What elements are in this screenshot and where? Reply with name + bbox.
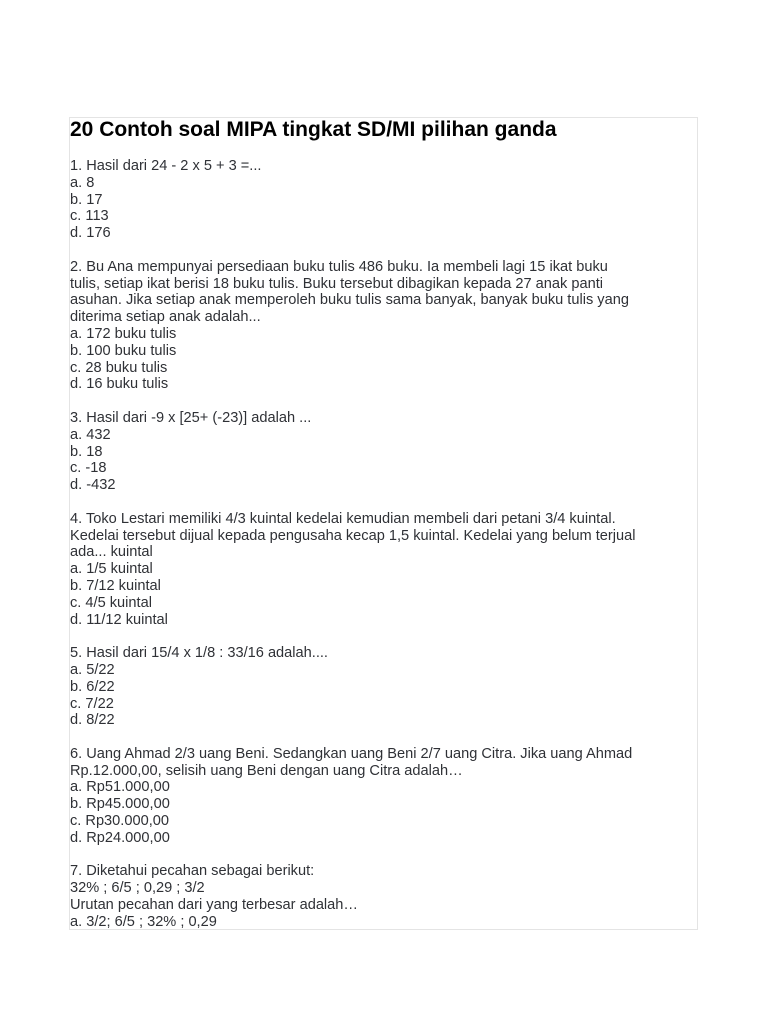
question-text: 4. Toko Lestari memiliki 4/3 kuintal kedelai kemudian membeli dari petani 3/4 kuintal.: [70, 510, 616, 527]
answer-option-d: d. 11/12 kuintal: [70, 611, 168, 628]
question-4: [70, 511, 696, 629]
answer-option-a: a. 5/22: [70, 661, 115, 678]
answer-option-c: c. 28 buku tulis: [70, 359, 168, 376]
answer-option-d: d. 8/22: [70, 712, 115, 729]
question-text: 5. Hasil dari 15/4 x 1/8 : 33/16 adalah....: [70, 645, 328, 662]
answer-option-c: c. 4/5 kuintal: [70, 594, 152, 611]
answer-option-b: b. 18: [70, 443, 103, 460]
answer-option-c: c. -18: [70, 460, 107, 477]
question-text: 1. Hasil dari 24 - 2 x 5 + 3 =...: [70, 158, 262, 174]
question-text: 6. Uang Ahmad 2/3 uang Beni. Sedangkan uang Beni 2/7 uang Citra. Jika uang Ahmad: [70, 745, 633, 762]
question-text: Urutan pecahan dari yang terbesar adalah…: [70, 897, 359, 914]
answer-option-b: b. 6/22: [70, 678, 115, 695]
question-text: diterima setiap anak adalah...: [70, 309, 261, 326]
answer-option-b: b. 17: [70, 191, 103, 208]
question-6: [70, 746, 696, 847]
question-1: [70, 158, 696, 242]
answer-option-b: b. 100 buku tulis: [70, 342, 177, 359]
answer-option-d: d. 176: [70, 225, 111, 242]
question-3: [70, 410, 696, 494]
question-text: 2. Bu Ana mempunyai persediaan buku tulis 486 buku. Ia membeli lagi 15 ikat buku: [70, 258, 608, 275]
answer-option-a: a. 432: [70, 426, 111, 443]
answer-option-a: a. 3/2; 6/5 ; 32% ; 0,29: [70, 913, 217, 930]
question-text: Kedelai tersebut dijual kepada pengusaha kecap 1,5 kuintal. Kedelai yang belum terjual: [70, 527, 636, 544]
answer-option-d: d. 16 buku tulis: [70, 376, 169, 393]
answer-option-a: a. 8: [70, 174, 95, 191]
answer-option-a: a. 172 buku tulis: [70, 325, 177, 342]
question-2: [70, 259, 696, 393]
answer-option-a: a. Rp51.000,00: [70, 779, 170, 796]
answer-option-c: c. 113: [70, 208, 109, 225]
answer-option-a: a. 1/5 kuintal: [70, 561, 153, 578]
question-text: 7. Diketahui pecahan sebagai berikut:: [70, 863, 315, 880]
question-list: [70, 158, 696, 947]
question-text: ada... kuintal: [70, 544, 153, 561]
question-text: Rp.12.000,00, selisih uang Beni dengan uang Citra adalah…: [70, 762, 463, 779]
answer-option-d: d. -432: [70, 477, 116, 494]
question-text: tulis, setiap ikat berisi 18 buku tulis. Buku tersebut dibagikan kepada 27 anak panti: [70, 275, 604, 292]
question-5: [70, 645, 696, 729]
answer-option-b: b. 7/12 kuintal: [70, 577, 161, 594]
answer-option-c: c. Rp30.000,00: [70, 813, 169, 830]
answer-option-b: b. Rp45.000,00: [70, 796, 170, 813]
question-text: 3. Hasil dari -9 x [25+ (-23)] adalah ...: [70, 409, 312, 426]
question-7: [70, 863, 696, 930]
question-text: asuhan. Jika setiap anak memperoleh buku tulis sama banyak, banyak buku tulis yang: [70, 292, 629, 309]
answer-option-d: d. Rp24.000,00: [70, 829, 170, 846]
question-text: 32% ; 6/5 ; 0,29 ; 3/2: [70, 880, 205, 897]
document-title: 20 Contoh soal MIPA tingkat SD/MI pilihan ganda: [70, 118, 557, 141]
answer-option-c: c. 7/22: [70, 695, 114, 712]
